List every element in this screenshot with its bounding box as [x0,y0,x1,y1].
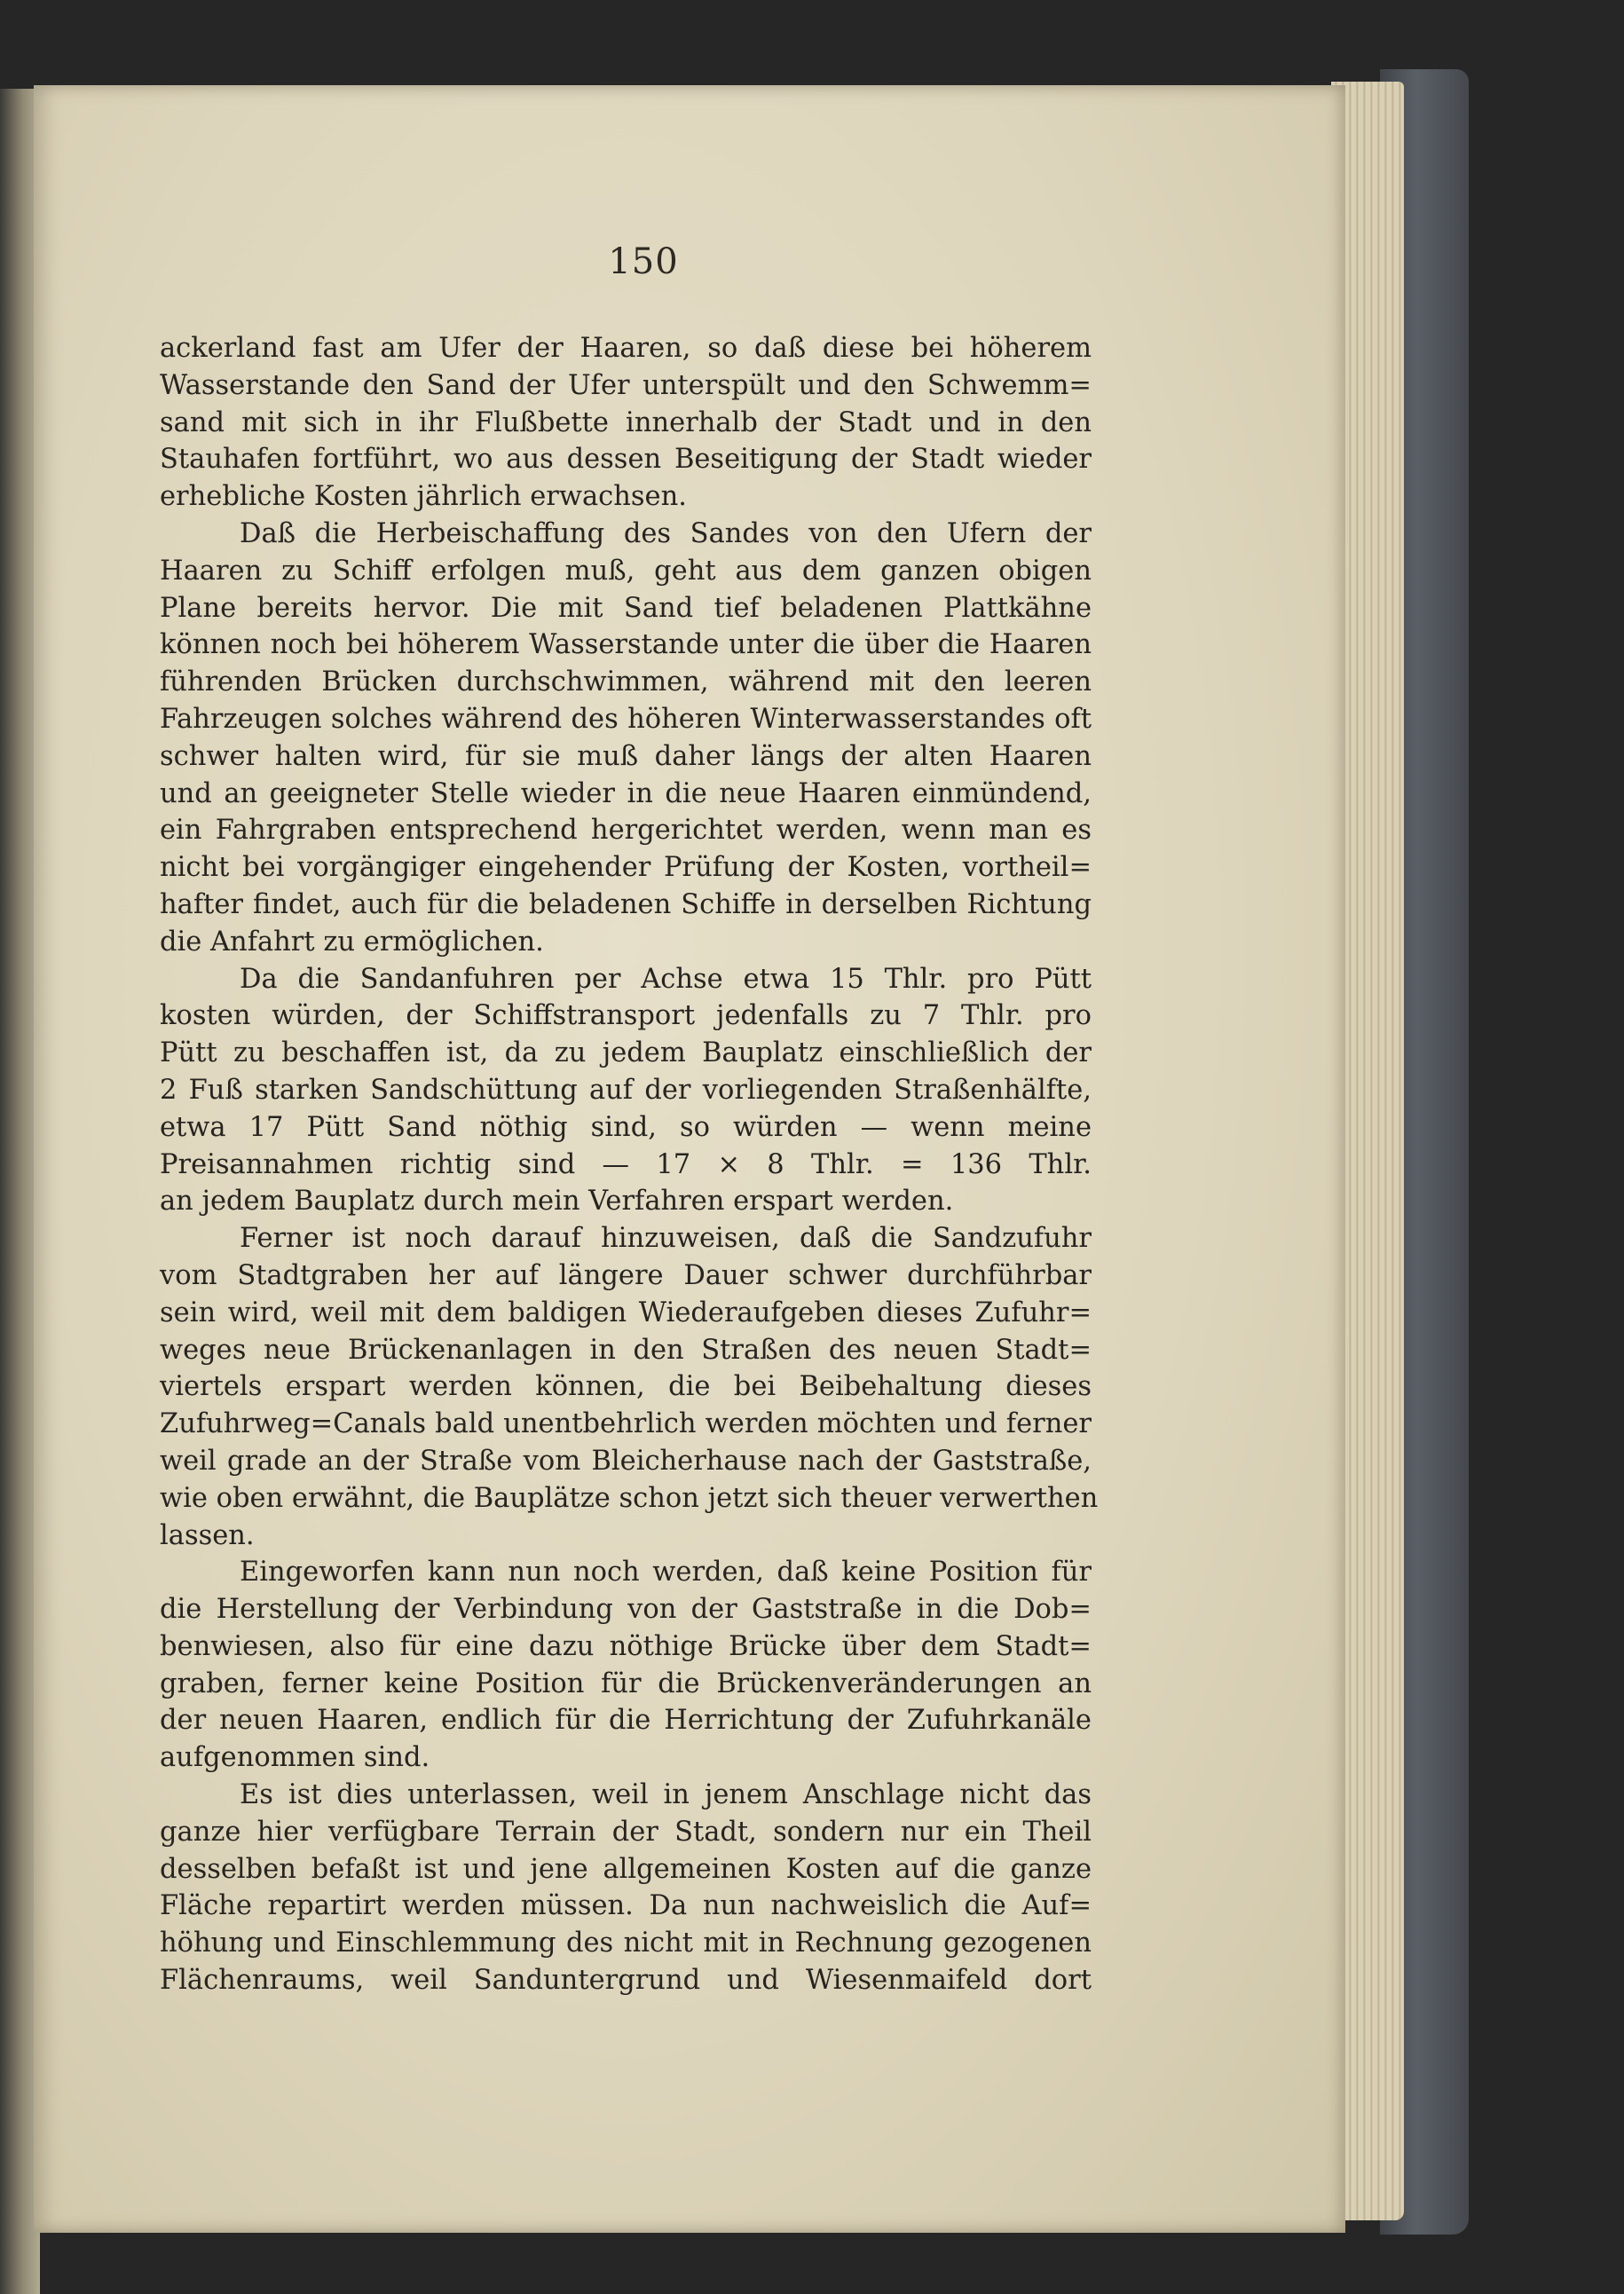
text-line: erhebliche Kosten jährlich erwachsen. [160,481,687,513]
text-line: hafter findet, auch für die beladenen Schiffe in derselben Richtung [160,888,1092,920]
text-line: viertels erspart werden können, die bei Beibehaltung dieses [160,1371,1092,1403]
text-line: 2 Fuß starken Sandschüttung auf der vorliegenden Straßenhälfte, [160,1074,1092,1106]
text-line: benwiesen, also für eine dazu nöthige Brücke über dem Stadt= [160,1630,1092,1662]
text-line: können noch bei höherem Wasserstande unter die über die Haaren [160,629,1092,661]
text-line: sand mit sich in ihr Flußbette innerhalb der Stadt und in den [160,406,1092,438]
text-line: Eingeworfen kann nun noch werden, daß keine Position für [240,1557,1092,1588]
text-line: Preisannahmen richtig sind — 17 × 8 Thlr. = 136 Thlr. [160,1148,1092,1180]
text-line: lassen. [160,1519,255,1551]
text-line: und an geeigneter Stelle wieder in die neue Haaren einmündend, [160,777,1092,809]
text-line: etwa 17 Pütt Sand nöthig sind, so würden — wenn meine [160,1111,1092,1143]
text-line: Ferner ist noch darauf hinzuweisen, daß die Sandzufuhr [240,1223,1092,1255]
page-number: 150 [608,241,679,282]
text-line: führenden Brücken durchschwimmen, während mit den leeren [160,666,1092,698]
body-text [160,330,1099,1999]
text-line: Zufuhrweg=Canals bald unentbehrlich werden möchten und ferner [160,1408,1092,1440]
text-line: die Anfahrt zu ermöglichen. [160,926,544,958]
text-line: Flächenraums, weil Sanduntergrund und Wiesenmaifeld dort [160,1965,1092,1997]
text-line: sein wird, weil mit dem baldigen Wiederaufgeben dieses Zufuhr= [160,1297,1092,1328]
text-line: desselben befaßt ist und jene allgemeinen Kosten auf die ganze [160,1853,1092,1885]
text-line: Da die Sandanfuhren per Achse etwa 15 Thlr. pro Pütt [240,963,1092,995]
text-line: weil grade an der Straße vom Bleicherhause nach der Gaststraße, [160,1445,1092,1477]
text-line: Stauhafen fortführt, wo aus dessen Beseitigung der Stadt wieder [160,444,1092,476]
text-line: graben, ferner keine Position für die Brückenveränderungen an [160,1667,1092,1699]
text-line: Es ist dies unterlassen, weil in jenem Anschlage nicht das [240,1779,1092,1811]
text-line: Fläche repartirt werden müssen. Da nun nachweislich die Auf= [160,1890,1092,1922]
text-line: wie oben erwähnt, die Bauplätze schon jetzt sich theuer verwerthen [160,1482,1099,1514]
text-line: nicht bei vorgängiger eingehender Prüfung der Kosten, vortheil= [160,852,1092,884]
text-line: Pütt zu beschaffen ist, da zu jedem Bauplatz einschließlich der [160,1037,1092,1069]
text-line: Daß die Herbeischaffung des Sandes von den Ufern der [240,517,1092,549]
text-line: Plane bereits hervor. Die mit Sand tief beladenen Plattkähne [160,592,1092,624]
text-line: die Herstellung der Verbindung von der Gaststraße in die Dob= [160,1594,1092,1626]
text-line: an jedem Bauplatz durch mein Verfahren erspart werden. [160,1186,954,1218]
text-line: ganze hier verfügbare Terrain der Stadt, sondern nur ein Theil [160,1816,1092,1848]
text-line: ein Fahrgraben entsprechend hergerichtet werden, wenn man es [160,815,1092,847]
text-line: höhung und Einschlemmung des nicht mit in Rechnung gezogenen [160,1927,1092,1959]
text-line: vom Stadtgraben her auf längere Dauer schwer durchführbar [160,1259,1092,1291]
text-line: Wasserstande den Sand der Ufer unterspült und den Schwemm= [160,369,1092,401]
text-line: Fahrzeugen solches während des höheren Winterwasserstandes oft [160,703,1092,735]
text-line: kosten würden, der Schiffstransport jedenfalls zu 7 Thlr. pro [160,1000,1092,1032]
text-line: weges neue Brückenanlagen in den Straßen des neuen Stadt= [160,1334,1092,1366]
text-line: Haaren zu Schiff erfolgen muß, geht aus dem ganzen obigen [160,555,1092,587]
text-line: der neuen Haaren, endlich für die Herrichtung der Zufuhrkanäle [160,1705,1092,1737]
text-line: ackerland fast am Ufer der Haaren, so daß diese bei höherem [160,333,1092,364]
text-line: schwer halten wird, für sie muß daher längs der alten Haaren [160,740,1092,772]
text-line: aufgenommen sind. [160,1742,430,1774]
